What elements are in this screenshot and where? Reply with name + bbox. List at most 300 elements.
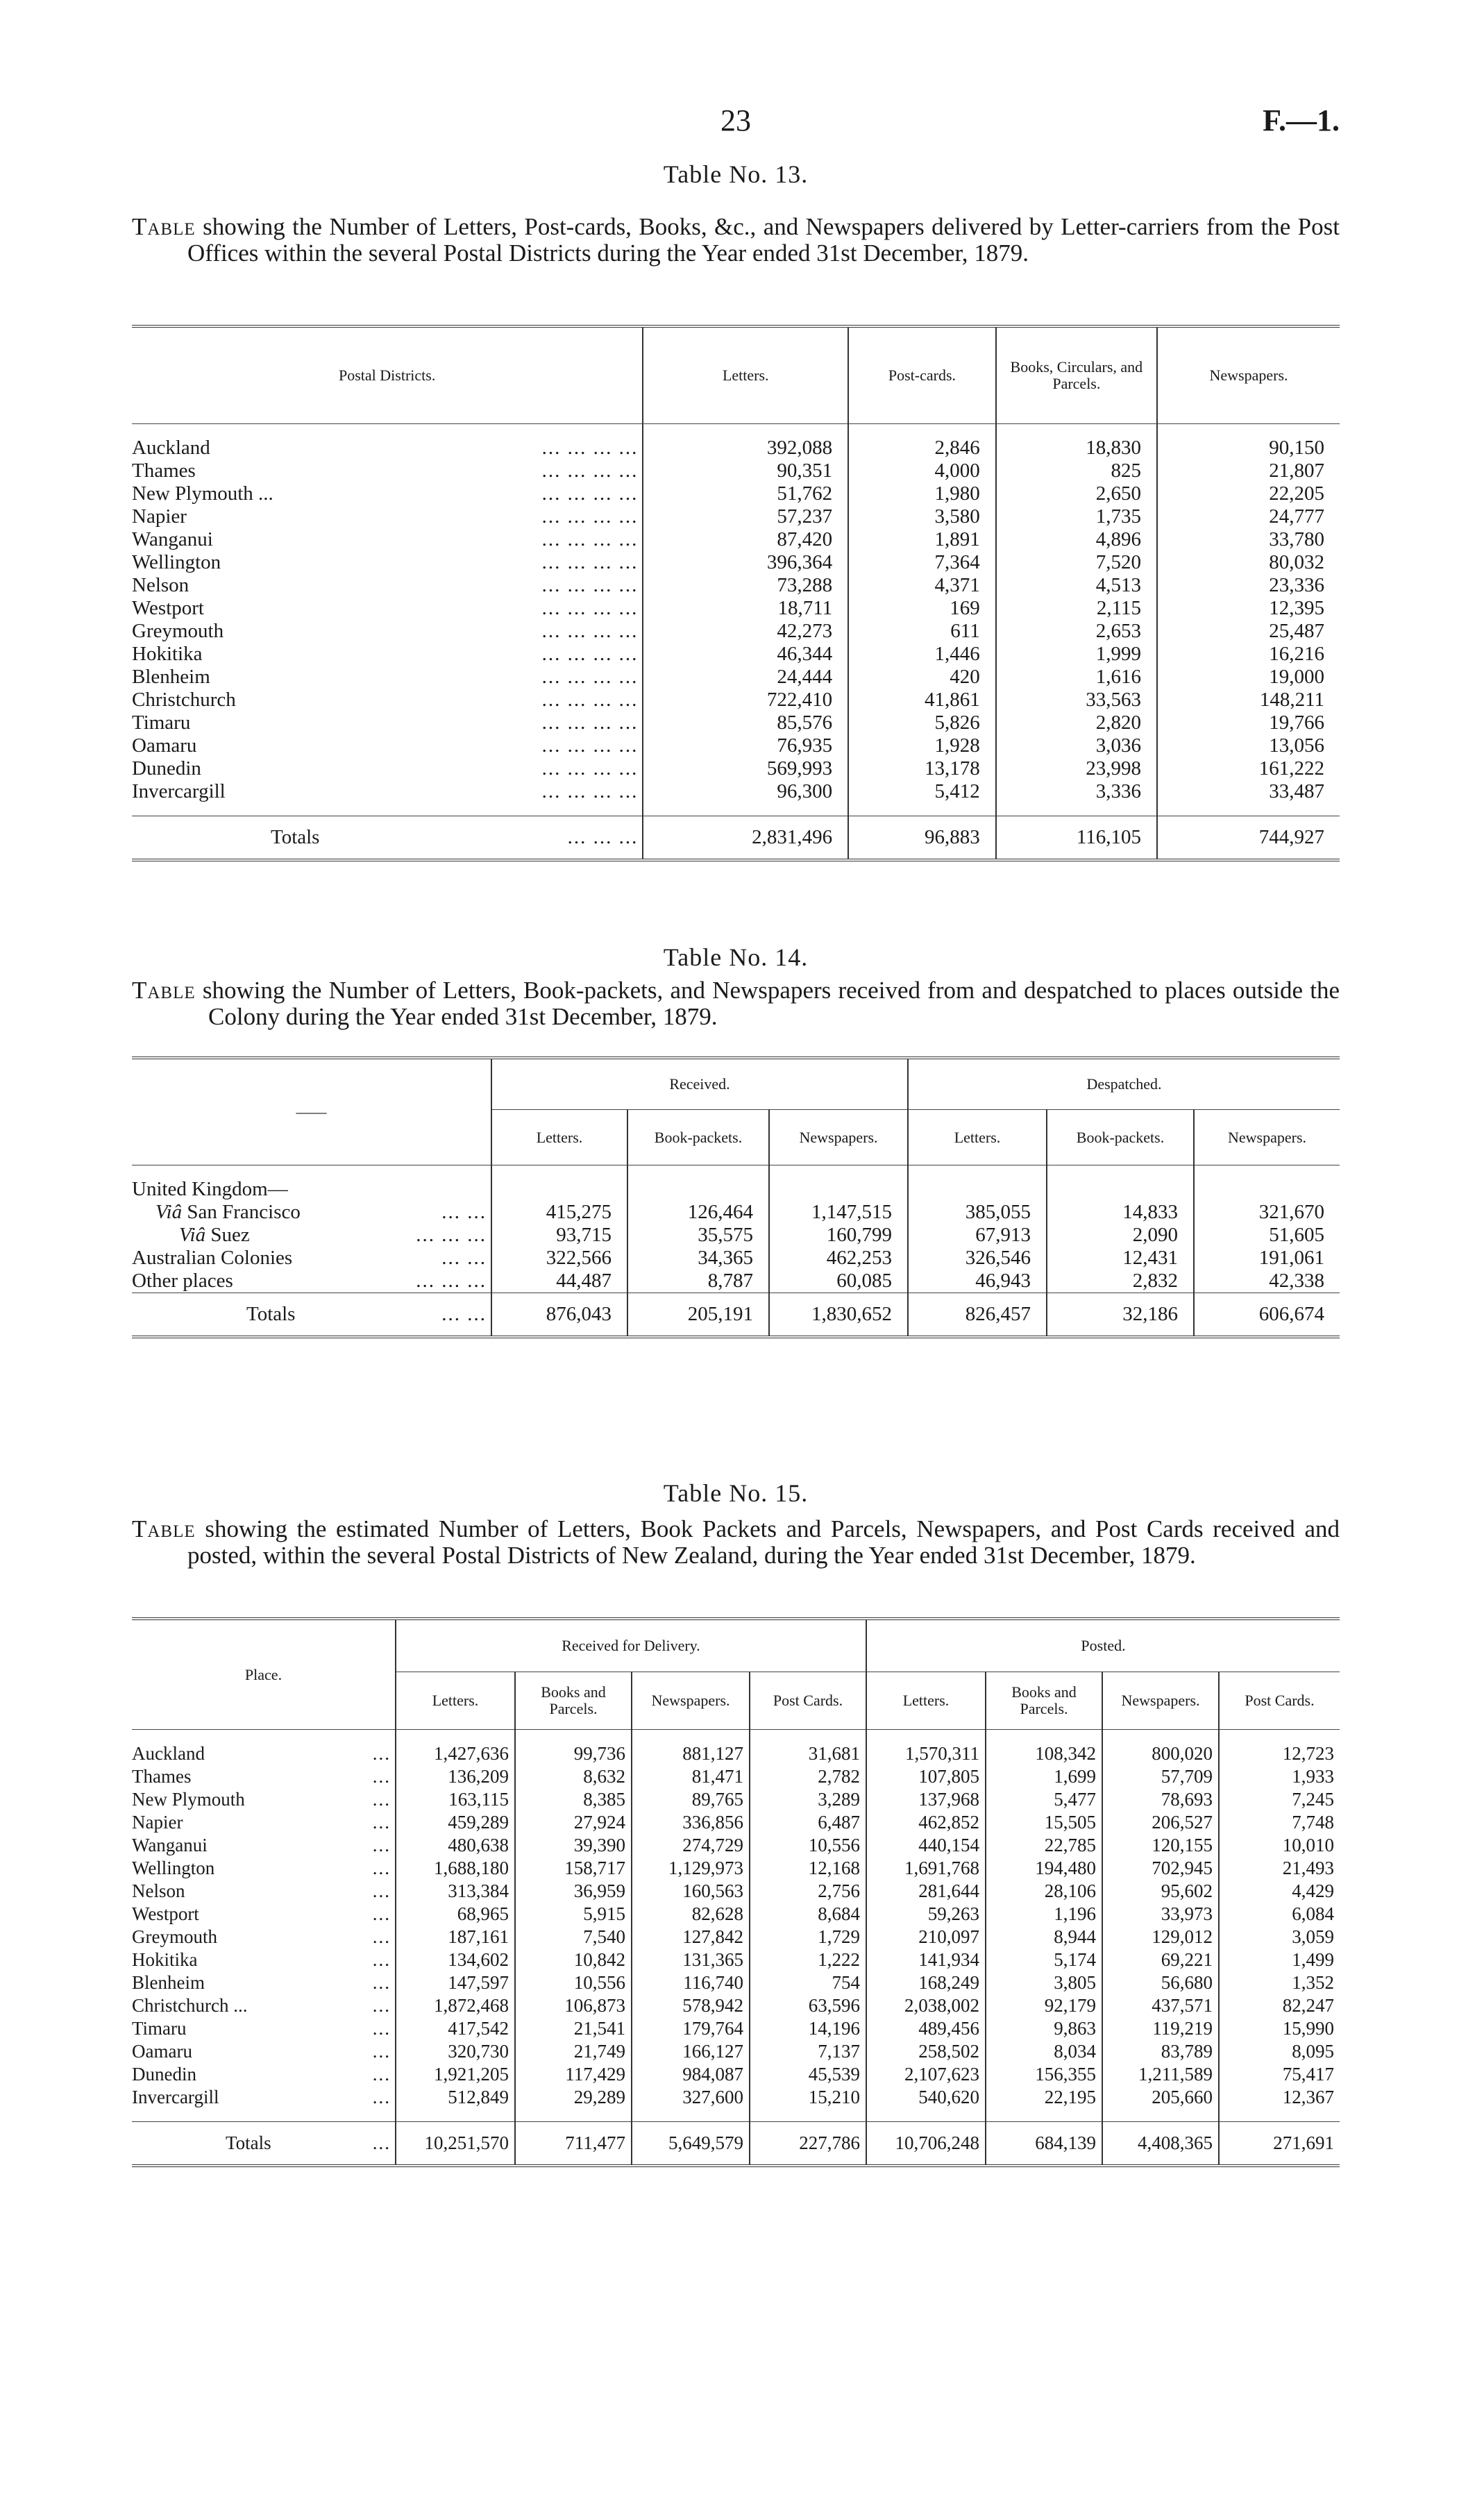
table-cell: 92,179 (986, 1994, 1102, 2017)
table-cell: 22,205 (1157, 482, 1340, 505)
table14-group-label-row (132, 1178, 1340, 1201)
table15-col: Books and Parcels. (515, 1672, 632, 1730)
table-cell: 33,563 (996, 689, 1157, 712)
table14-total-cell: 826,457 (908, 1293, 1047, 1338)
table-cell: 191,061 (1194, 1247, 1340, 1270)
table14-totals-label: Totals ... ... (132, 1293, 491, 1338)
table-cell: 39,390 (515, 1834, 632, 1857)
table-cell: 81,471 (632, 1765, 750, 1788)
table-cell: 8,944 (986, 1926, 1102, 1948)
table-row (132, 2063, 1340, 2086)
table-cell: 321,670 (1194, 1201, 1340, 1224)
table14-body (132, 1165, 1340, 1338)
table-cell: 4,896 (996, 528, 1157, 551)
table-cell: 134,602 (396, 1948, 515, 1971)
table-cell: 322,566 (491, 1247, 627, 1270)
table-cell: 161,222 (1157, 757, 1340, 780)
table-row (132, 1857, 1340, 1880)
table13-total-letters: 2,831,496 (643, 816, 848, 861)
table-cell: 336,856 (632, 1811, 750, 1834)
table-cell: 984,087 (632, 2063, 750, 2086)
table14-col-desp-news: Newspapers. (1194, 1110, 1340, 1165)
table-row (132, 1270, 1340, 1293)
table-cell: 1,928 (848, 734, 996, 757)
table-cell: 51,762 (643, 482, 848, 505)
table14-total-cell: 205,191 (627, 1293, 769, 1338)
table15-place: Auckland ... (132, 1743, 391, 1764)
table-cell: 1,980 (848, 482, 996, 505)
table-cell: 5,826 (848, 712, 996, 734)
table-cell: 24,444 (643, 666, 848, 689)
table-cell: 36,959 (515, 1880, 632, 1903)
table-cell: 825 (996, 460, 1157, 482)
table13-col-books: Books, Circulars, and Parcels. (996, 326, 1157, 424)
table15 (132, 1617, 1340, 2167)
table-cell: 206,527 (1102, 1811, 1219, 1834)
table13-lead: Table (132, 213, 196, 240)
table-cell: 327,600 (632, 2086, 750, 2109)
table13-col-newspapers: Newspapers. (1157, 326, 1340, 424)
table13-district: Hokitika ... ... ... ... (132, 643, 639, 665)
table-cell: 57,237 (643, 505, 848, 528)
table-cell: 12,723 (1219, 1742, 1340, 1765)
table-row (132, 1994, 1340, 2017)
table-cell: 156,355 (986, 2063, 1102, 2086)
table-cell: 21,807 (1157, 460, 1340, 482)
page-number: 23 (720, 103, 751, 137)
table-cell: 569,993 (643, 757, 848, 780)
table-cell: 578,942 (632, 1994, 750, 2017)
table-cell: 93,715 (491, 1224, 627, 1247)
table-row (132, 460, 1340, 482)
table15-place: Wellington ... (132, 1858, 391, 1878)
table15-total-cell: 271,691 (1219, 2122, 1340, 2166)
table-cell: 42,273 (643, 620, 848, 643)
table-cell: 106,873 (515, 1994, 632, 2017)
table15-place: Napier ... (132, 1812, 391, 1833)
table-cell: 21,493 (1219, 1857, 1340, 1880)
table13-col-postcards: Post-cards. (848, 326, 996, 424)
table-cell: 1,735 (996, 505, 1157, 528)
table14-row-label: Viâ Suez ... ... ... (179, 1224, 487, 1246)
table-cell: 5,174 (986, 1948, 1102, 1971)
table-cell: 15,990 (1219, 2017, 1340, 2040)
table-cell: 2,756 (750, 1880, 866, 1903)
table-row (132, 1948, 1340, 1971)
table-cell: 22,195 (986, 2086, 1102, 2109)
table-cell: 83,789 (1102, 2040, 1219, 2063)
table-cell: 281,644 (866, 1880, 986, 1903)
table15-place: Hokitika ... (132, 1949, 391, 1970)
table-cell: 417,542 (396, 2017, 515, 2040)
table-cell: 60,085 (769, 1270, 908, 1293)
table-cell: 3,805 (986, 1971, 1102, 1994)
table-cell: 67,913 (908, 1224, 1047, 1247)
table-cell: 8,787 (627, 1270, 769, 1293)
table-cell: 76,935 (643, 734, 848, 757)
table-cell: 512,849 (396, 2086, 515, 2109)
table-cell: 258,502 (866, 2040, 986, 2063)
table-cell: 1,999 (996, 643, 1157, 666)
table-cell: 1,921,205 (396, 2063, 515, 2086)
table-cell: 10,010 (1219, 1834, 1340, 1857)
table-cell: 63,596 (750, 1994, 866, 2017)
table-row (132, 1834, 1340, 1857)
table-row (132, 734, 1340, 757)
table13-district: Timaru ... ... ... ... (132, 712, 639, 734)
table14-group-received: Received. (491, 1058, 908, 1110)
table-cell: 5,412 (848, 780, 996, 803)
table-cell: 24,777 (1157, 505, 1340, 528)
table15-place: New Plymouth ... (132, 1789, 391, 1810)
table15-group-received: Received for Delivery. (396, 1619, 866, 1672)
table-row (132, 1201, 1340, 1224)
table-cell: 120,155 (1102, 1834, 1219, 1857)
table14-col-recv-books: Book-packets. (627, 1110, 769, 1165)
table-cell: 51,605 (1194, 1224, 1340, 1247)
table-cell: 28,106 (986, 1880, 1102, 1903)
table13-total-books: 116,105 (996, 816, 1157, 861)
table-cell: 13,178 (848, 757, 996, 780)
table-cell: 1,570,311 (866, 1742, 986, 1765)
table-cell: 2,782 (750, 1765, 866, 1788)
table-cell: 33,973 (1102, 1903, 1219, 1926)
table-cell: 1,691,768 (866, 1857, 986, 1880)
table-cell: 9,863 (986, 2017, 1102, 2040)
table-cell: 15,210 (750, 2086, 866, 2109)
table-row (132, 780, 1340, 803)
table-cell: 90,150 (1157, 437, 1340, 460)
table15-lead: Table (132, 1515, 196, 1542)
table-cell: 194,480 (986, 1857, 1102, 1880)
table14 (132, 1057, 1340, 1338)
table-cell: 45,539 (750, 2063, 866, 2086)
table-cell: 1,872,468 (396, 1994, 515, 2017)
table-cell: 56,680 (1102, 1971, 1219, 1994)
table-cell: 2,832 (1047, 1270, 1194, 1293)
table-cell: 46,943 (908, 1270, 1047, 1293)
table-cell: 33,487 (1157, 780, 1340, 803)
table13 (132, 325, 1340, 861)
table-cell: 31,681 (750, 1742, 866, 1765)
table-cell: 3,336 (996, 780, 1157, 803)
table15-place: Greymouth ... (132, 1926, 391, 1947)
table-cell: 158,717 (515, 1857, 632, 1880)
table-cell: 21,749 (515, 2040, 632, 2063)
table-row (132, 712, 1340, 734)
table13-total-postcards: 96,883 (848, 816, 996, 861)
table-cell: 392,088 (643, 437, 848, 460)
table-cell: 85,576 (643, 712, 848, 734)
table14-group-label: United Kingdom— (132, 1178, 288, 1200)
page-header (132, 103, 1340, 144)
table-cell: 6,487 (750, 1811, 866, 1834)
table-cell: 126,464 (627, 1201, 769, 1224)
table-cell: 462,852 (866, 1811, 986, 1834)
table-cell: 23,998 (996, 757, 1157, 780)
table14-group-despatched: Despatched. (908, 1058, 1340, 1110)
table-cell: 320,730 (396, 2040, 515, 2063)
table-cell: 73,288 (643, 574, 848, 597)
table-cell: 7,364 (848, 551, 996, 574)
table13-district: Invercargill ... ... ... ... (132, 780, 639, 802)
table-cell: 754 (750, 1971, 866, 1994)
table15-total-cell: 711,477 (515, 2122, 632, 2166)
table-cell: 3,289 (750, 1788, 866, 1811)
table-cell: 2,650 (996, 482, 1157, 505)
table-row (132, 551, 1340, 574)
table-cell: 160,799 (769, 1224, 908, 1247)
table15-stub-header: Place. (244, 1665, 283, 1683)
table15-place: Wanganui ... (132, 1835, 391, 1855)
table-row (132, 1247, 1340, 1270)
table15-body (132, 1730, 1340, 2122)
table-row (132, 1903, 1340, 1926)
table-cell: 702,945 (1102, 1857, 1219, 1880)
table-cell: 7,520 (996, 551, 1157, 574)
table15-total-cell: 10,251,570 (396, 2122, 515, 2166)
table15-group-row (132, 1619, 1340, 1672)
table13-district: Christchurch ... ... ... ... (132, 689, 639, 711)
table-cell: 27,924 (515, 1811, 632, 1834)
table14-lead: Table (132, 977, 196, 1004)
table-cell: 131,365 (632, 1948, 750, 1971)
table13-col-districts: Postal Districts. (338, 367, 436, 384)
table-cell: 119,219 (1102, 2017, 1219, 2040)
table15-totals-row (132, 2122, 1340, 2166)
table-cell: 2,653 (996, 620, 1157, 643)
table-cell: 7,245 (1219, 1788, 1340, 1811)
table13-description (132, 214, 1340, 267)
table-cell: 274,729 (632, 1834, 750, 1857)
table-cell: 2,038,002 (866, 1994, 986, 2017)
table-cell: 168,249 (866, 1971, 986, 1994)
table15-place: Invercargill ... (132, 2087, 391, 2107)
table14-col-desp-books: Book-packets. (1047, 1110, 1194, 1165)
table13-district: Napier ... ... ... ... (132, 505, 639, 528)
table-cell: 129,012 (1102, 1926, 1219, 1948)
table-cell: 1,196 (986, 1903, 1102, 1926)
table13-district: New Plymouth ... ... ... ... ... (132, 482, 639, 505)
table-cell: 82,247 (1219, 1994, 1340, 2017)
table14-totals-row (132, 1293, 1340, 1338)
table-row (132, 1926, 1340, 1948)
table-cell: 127,842 (632, 1926, 750, 1948)
table-row (132, 1811, 1340, 1834)
table-cell: 25,487 (1157, 620, 1340, 643)
table15-place: Christchurch ... ... (132, 1995, 391, 2016)
table-cell: 90,351 (643, 460, 848, 482)
table-cell: 1,211,589 (1102, 2063, 1219, 2086)
table14-number: Table No. 14. (663, 943, 809, 971)
table14-description (132, 977, 1340, 1030)
table13-district: Thames ... ... ... ... (132, 460, 639, 482)
table13-number: Table No. 13. (663, 160, 809, 188)
table-cell: 89,765 (632, 1788, 750, 1811)
table-cell: 1,147,515 (769, 1201, 908, 1224)
table-cell: 415,275 (491, 1201, 627, 1224)
table15-place: Westport ... (132, 1903, 391, 1924)
table15-description (132, 1516, 1340, 1569)
table-cell: 116,740 (632, 1971, 750, 1994)
table-cell: 2,846 (848, 437, 996, 460)
table-row (132, 1224, 1340, 1247)
table-cell: 10,556 (515, 1971, 632, 1994)
table13-district: Blenheim ... ... ... ... (132, 666, 639, 688)
page-reference: F.—1. (1263, 103, 1340, 137)
table-cell: 2,115 (996, 597, 1157, 620)
table-cell: 8,095 (1219, 2040, 1340, 2063)
table-row (132, 574, 1340, 597)
table14-col-recv-news: Newspapers. (769, 1110, 908, 1165)
table13-col-letters: Letters. (643, 326, 848, 424)
table15-place: Oamaru ... (132, 2041, 391, 2062)
table13-district: Greymouth ... ... ... ... (132, 620, 639, 642)
table14-row-label: Viâ San Francisco ... ... (155, 1201, 487, 1223)
table-cell: 480,638 (396, 1834, 515, 1857)
table-cell: 540,620 (866, 2086, 986, 2109)
table15-total-cell: 684,139 (986, 2122, 1102, 2166)
table-cell: 1,616 (996, 666, 1157, 689)
table-cell: 1,446 (848, 643, 996, 666)
table-cell: 69,221 (1102, 1948, 1219, 1971)
table13-district: Oamaru ... ... ... ... (132, 734, 639, 757)
table13-totals-dots: ... ... ... (567, 826, 639, 848)
table-cell: 117,429 (515, 2063, 632, 2086)
table-cell: 18,711 (643, 597, 848, 620)
table-row (132, 437, 1340, 460)
table14-stub-header: —— (296, 1103, 327, 1120)
table-cell: 5,477 (986, 1788, 1102, 1811)
table-cell: 19,766 (1157, 712, 1340, 734)
table15-col: Post Cards. (750, 1672, 866, 1730)
table-cell: 3,059 (1219, 1926, 1340, 1948)
table-cell: 7,748 (1219, 1811, 1340, 1834)
table-cell: 462,253 (769, 1247, 908, 1270)
table-cell: 15,505 (986, 1811, 1102, 1834)
table-cell: 722,410 (643, 689, 848, 712)
table14-row-label: Other places ... ... ... (132, 1270, 487, 1292)
table-cell: 14,833 (1047, 1201, 1194, 1224)
table14-col-recv-letters: Letters. (491, 1110, 627, 1165)
table-cell: 2,090 (1047, 1224, 1194, 1247)
table-cell: 1,129,973 (632, 1857, 750, 1880)
table13-district: Wellington ... ... ... ... (132, 551, 639, 573)
table15-total-cell: 5,649,579 (632, 2122, 750, 2166)
table-cell: 881,127 (632, 1742, 750, 1765)
table-row (132, 1742, 1340, 1765)
table-cell: 1,933 (1219, 1765, 1340, 1788)
table-cell: 78,693 (1102, 1788, 1219, 1811)
table-cell: 42,338 (1194, 1270, 1340, 1293)
table-cell: 1,891 (848, 528, 996, 551)
table-cell: 169 (848, 597, 996, 620)
table-cell: 437,571 (1102, 1994, 1219, 2017)
table-cell: 1,729 (750, 1926, 866, 1948)
table-row (132, 620, 1340, 643)
table-row (132, 2086, 1340, 2109)
table-cell: 12,367 (1219, 2086, 1340, 2109)
table-cell: 2,820 (996, 712, 1157, 734)
table-cell: 160,563 (632, 1880, 750, 1903)
table14-total-cell: 1,830,652 (769, 1293, 908, 1338)
table-cell: 385,055 (908, 1201, 1047, 1224)
table-cell: 8,385 (515, 1788, 632, 1811)
table-cell: 13,056 (1157, 734, 1340, 757)
table-cell: 148,211 (1157, 689, 1340, 712)
table-cell: 440,154 (866, 1834, 986, 1857)
table-cell: 4,371 (848, 574, 996, 597)
table-cell: 68,965 (396, 1903, 515, 1926)
table-cell: 34,365 (627, 1247, 769, 1270)
table-cell: 19,000 (1157, 666, 1340, 689)
table13-district: Wanganui ... ... ... ... (132, 528, 639, 550)
table-cell: 59,263 (866, 1903, 986, 1926)
table15-place: Dunedin ... (132, 2064, 391, 2085)
table-cell: 21,541 (515, 2017, 632, 2040)
table13-totals-label: Totals ... ... ... (132, 816, 643, 861)
table-row (132, 2017, 1340, 2040)
table15-place: Thames ... (132, 1766, 391, 1787)
table-cell: 420 (848, 666, 996, 689)
table-row (132, 1765, 1340, 1788)
table13-district: Westport ... ... ... ... (132, 597, 639, 619)
table14-col-desp-letters: Letters. (908, 1110, 1047, 1165)
table13-total-newspapers: 744,927 (1157, 816, 1340, 861)
table-cell: 8,684 (750, 1903, 866, 1926)
table-row (132, 528, 1340, 551)
table13-district: Nelson ... ... ... ... (132, 574, 639, 596)
table-cell: 5,915 (515, 1903, 632, 1926)
table-cell: 1,688,180 (396, 1857, 515, 1880)
table15-place: Blenheim ... (132, 1972, 391, 1993)
table13-header-row (132, 326, 1340, 424)
table-cell: 12,168 (750, 1857, 866, 1880)
table-cell: 4,000 (848, 460, 996, 482)
table-cell: 107,805 (866, 1765, 986, 1788)
table-cell: 12,395 (1157, 597, 1340, 620)
table-row (132, 1971, 1340, 1994)
table13-body (132, 424, 1340, 816)
table14-total-cell: 606,674 (1194, 1293, 1340, 1338)
table-row (132, 757, 1340, 780)
table-cell: 8,034 (986, 2040, 1102, 2063)
table-row (132, 666, 1340, 689)
table-cell: 4,429 (1219, 1880, 1340, 1903)
table15-col: Letters. (866, 1672, 986, 1730)
table-cell: 16,216 (1157, 643, 1340, 666)
table-cell: 41,861 (848, 689, 996, 712)
table-cell: 3,580 (848, 505, 996, 528)
table-cell: 22,785 (986, 1834, 1102, 1857)
table-cell: 75,417 (1219, 2063, 1340, 2086)
table-cell: 33,780 (1157, 528, 1340, 551)
table-cell: 80,032 (1157, 551, 1340, 574)
table14-description-text: showing the Number of Letters, Book-packets, and Newspapers received from and despatched to places outside the Colony during the Year ended 31st December, 1879. (202, 977, 1340, 1030)
table13-district: Auckland ... ... ... ... (132, 437, 639, 459)
table-cell: 108,342 (986, 1742, 1102, 1765)
table-cell: 1,427,636 (396, 1742, 515, 1765)
table-cell: 800,020 (1102, 1742, 1219, 1765)
table-cell: 99,736 (515, 1742, 632, 1765)
table-cell: 141,934 (866, 1948, 986, 1971)
table13-description-text: showing the Number of Letters, Post-cards, Books, &c., and Newspapers delivered by Letter-carriers from the Post Offices within the several Postal Districts during the Year ended 31st December, 1879. (187, 213, 1340, 267)
table-row (132, 1880, 1340, 1903)
table15-totals-label: Totals ... (132, 2122, 396, 2166)
table-cell: 187,161 (396, 1926, 515, 1948)
table-cell: 205,660 (1102, 2086, 1219, 2109)
table-cell: 136,209 (396, 1765, 515, 1788)
